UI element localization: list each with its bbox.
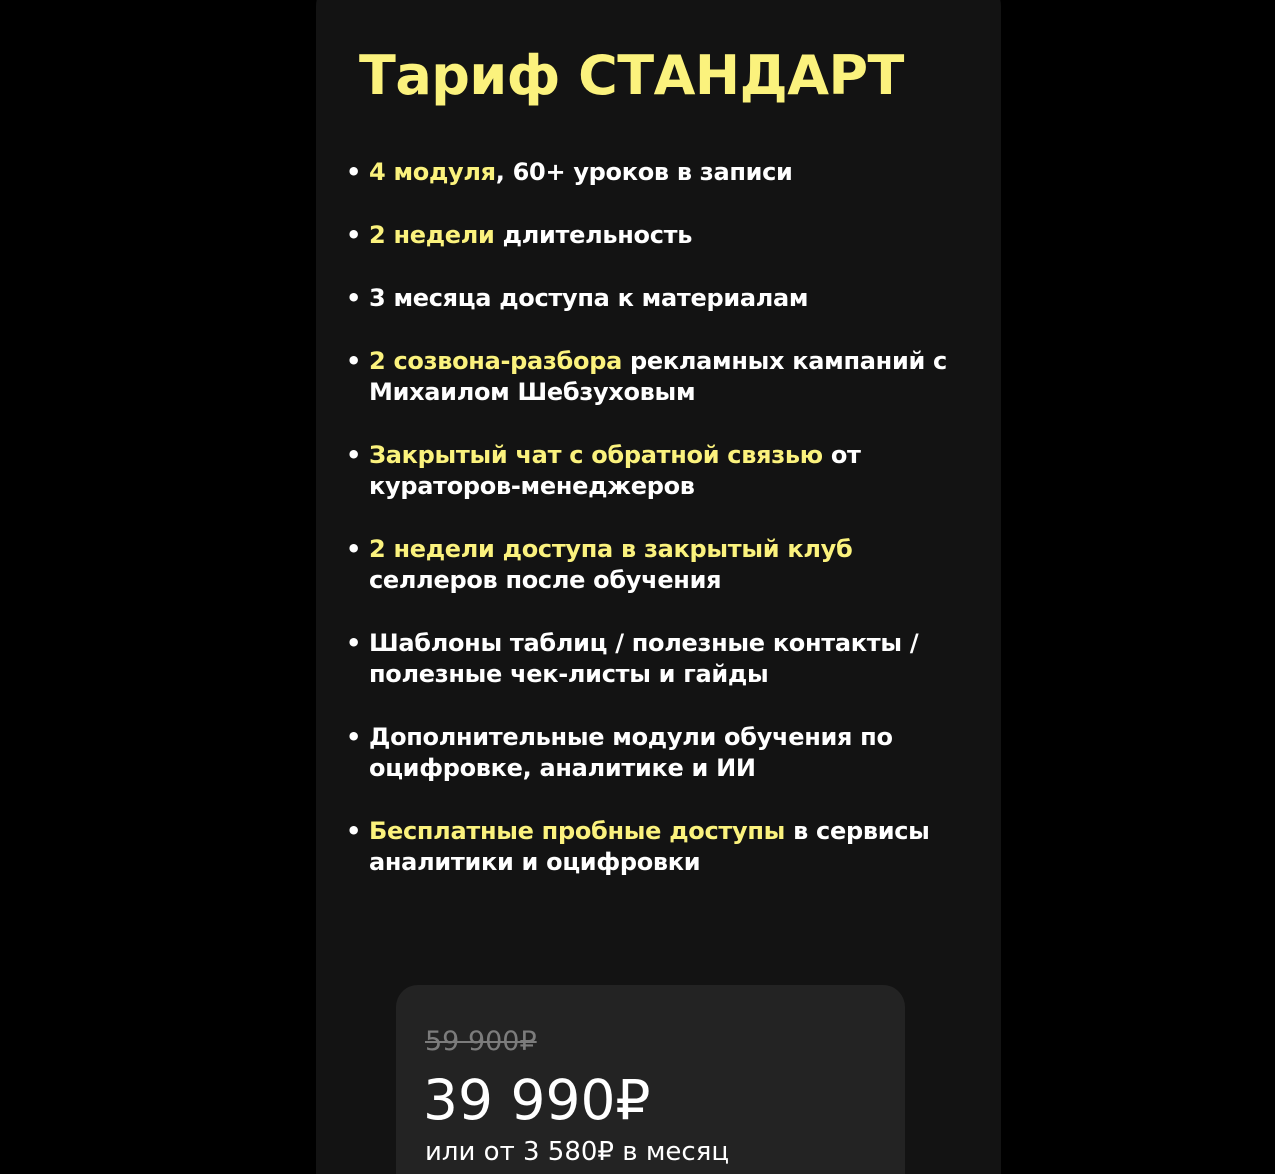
- feature-text: Шаблоны таблиц / полезные контакты / полезные чек-листы и гайды: [369, 629, 919, 688]
- feature-text: 3 месяца доступа к материалам: [369, 284, 809, 312]
- feature-highlight: 4 модуля: [369, 158, 496, 186]
- feature-highlight: 2 недели доступа в закрытый клуб: [369, 535, 853, 563]
- feature-item: [346, 157, 986, 188]
- bullet-icon: •: [346, 158, 362, 186]
- feature-text: в сервисы аналитики и оцифровки: [369, 817, 930, 876]
- feature-item: [346, 220, 986, 251]
- tariff-card: [316, 0, 1001, 1174]
- feature-highlight: Бесплатные пробные доступы: [369, 817, 786, 845]
- current-price: 39 990₽: [423, 1068, 651, 1132]
- feature-highlight: 2 недели: [369, 221, 495, 249]
- feature-item: [346, 534, 986, 596]
- old-price: 59 900₽: [425, 1026, 537, 1057]
- bullet-icon: •: [346, 535, 362, 563]
- feature-highlight: Закрытый чат с обратной связью: [369, 441, 823, 469]
- feature-item: [346, 283, 986, 314]
- price-box: [396, 985, 905, 1174]
- feature-item: [346, 722, 986, 784]
- feature-text: , 60+ уроков в записи: [495, 158, 793, 186]
- installment-price: или от 3 580₽ в месяц: [425, 1137, 730, 1167]
- bullet-icon: •: [346, 347, 362, 375]
- feature-text: Дополнительные модули обучения по оцифровке, аналитике и ИИ: [369, 723, 893, 782]
- feature-item: [346, 440, 986, 502]
- bullet-icon: •: [346, 817, 362, 845]
- feature-list: [346, 157, 986, 910]
- bullet-icon: •: [346, 284, 362, 312]
- feature-text: селлеров после обучения: [369, 566, 722, 594]
- feature-item: [346, 816, 986, 878]
- bullet-icon: •: [346, 723, 362, 751]
- feature-text: рекламных кампаний с Михаилом Шебзуховым: [369, 347, 947, 406]
- feature-text: от кураторов-менеджеров: [369, 441, 861, 500]
- feature-item: [346, 628, 986, 690]
- bullet-icon: •: [346, 441, 362, 469]
- bullet-icon: •: [346, 221, 362, 249]
- feature-text: длительность: [494, 221, 693, 249]
- feature-item: [346, 346, 986, 408]
- feature-highlight: 2 созвона-разбора: [369, 347, 622, 375]
- bullet-icon: •: [346, 629, 362, 657]
- tariff-title: Тариф СТАНДАРТ: [359, 44, 904, 107]
